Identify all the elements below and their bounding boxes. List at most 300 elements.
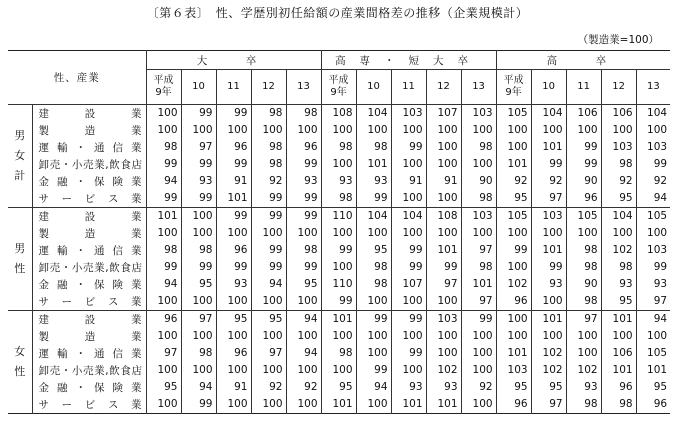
year-header: 平成 9年 bbox=[496, 70, 531, 105]
value-cell: 104 bbox=[391, 208, 426, 226]
value-cell: 92 bbox=[496, 173, 531, 190]
value-cell: 92 bbox=[531, 173, 566, 190]
value-cell: 100 bbox=[531, 122, 566, 139]
value-cell: 102 bbox=[496, 276, 531, 293]
value-cell: 95 bbox=[321, 379, 356, 396]
section-label-char: 女 bbox=[14, 149, 26, 162]
value-cell: 95 bbox=[496, 379, 531, 396]
table-row bbox=[8, 242, 670, 259]
value-cell: 99 bbox=[286, 190, 321, 208]
industry-label: 卸売・小売業,飲食店 bbox=[32, 259, 146, 276]
value-cell: 94 bbox=[653, 192, 668, 204]
value-cell: 99 bbox=[496, 242, 531, 259]
industry-label: 運輸・通信業 bbox=[32, 242, 146, 259]
value-cell: 100 bbox=[146, 293, 181, 311]
value-cell: 100 bbox=[356, 293, 391, 311]
value-cell: 104 bbox=[601, 208, 636, 226]
value-cell: 100 bbox=[251, 362, 286, 379]
value-cell: 99 bbox=[216, 105, 251, 123]
value-cell: 98 bbox=[566, 242, 601, 259]
value-cell: 100 bbox=[286, 225, 321, 242]
value-cell: 99 bbox=[653, 158, 668, 170]
value-cell: 101 bbox=[531, 311, 566, 329]
value-cell: 90 bbox=[461, 173, 496, 190]
value-cell: 105 bbox=[496, 208, 531, 226]
value-cell: 99 bbox=[391, 139, 426, 156]
value-cell: 102 bbox=[601, 242, 636, 259]
value-cell: 96 bbox=[566, 190, 601, 208]
value-cell: 100 bbox=[181, 122, 216, 139]
value-cell: 98 bbox=[461, 190, 496, 208]
value-cell: 99 bbox=[146, 156, 181, 173]
industry-label: 金融・保険業 bbox=[32, 173, 146, 190]
value-cell: 94 bbox=[286, 345, 321, 362]
value-cell: 101 bbox=[426, 396, 461, 414]
value-cell: 99 bbox=[321, 293, 356, 311]
value-cell: 96 bbox=[601, 379, 636, 396]
value-cell: 99 bbox=[391, 242, 426, 259]
value-cell: 97 bbox=[461, 293, 496, 311]
value-cell: 103 bbox=[531, 208, 566, 226]
value-cell: 98 bbox=[461, 259, 496, 276]
wage-differential-table bbox=[8, 50, 670, 414]
value-cell: 100 bbox=[321, 225, 356, 242]
year-header: 10 bbox=[356, 70, 391, 105]
value-cell: 100 bbox=[601, 122, 636, 139]
value-cell: 99 bbox=[286, 156, 321, 173]
value-cell: 99 bbox=[251, 190, 286, 208]
value-cell: 100 bbox=[321, 362, 356, 379]
industry-label: 卸売・小売業,飲食店 bbox=[32, 156, 146, 173]
value-cell: 99 bbox=[286, 259, 321, 276]
value-cell: 99 bbox=[146, 259, 181, 276]
value-cell: 99 bbox=[356, 362, 391, 379]
value-cell: 97 bbox=[566, 311, 601, 329]
value-cell: 101 bbox=[321, 311, 356, 329]
value-cell: 100 bbox=[391, 328, 426, 345]
value-cell: 92 bbox=[251, 379, 286, 396]
value-cell: 103 bbox=[496, 362, 531, 379]
value-cell: 100 bbox=[321, 259, 356, 276]
value-cell: 96 bbox=[496, 396, 531, 414]
table-row bbox=[8, 173, 670, 190]
value-cell: 99 bbox=[461, 311, 496, 329]
value-cell: 95 bbox=[216, 311, 251, 329]
year-header: 10 bbox=[181, 70, 216, 105]
value-cell: 95 bbox=[601, 293, 636, 311]
value-cell: 107 bbox=[426, 105, 461, 123]
value-cell: 100 bbox=[426, 345, 461, 362]
value-cell: 98 bbox=[356, 276, 391, 293]
value-cell: 98 bbox=[321, 139, 356, 156]
value-cell: 97 bbox=[146, 345, 181, 362]
table-row bbox=[8, 190, 670, 208]
value-cell: 101 bbox=[356, 156, 391, 173]
value-cell: 99 bbox=[391, 259, 426, 276]
table-row bbox=[8, 122, 670, 139]
value-cell: 100 bbox=[531, 225, 566, 242]
value-cell: 100 bbox=[461, 156, 496, 173]
value-cell: 97 bbox=[426, 276, 461, 293]
value-cell: 93 bbox=[601, 276, 636, 293]
year-header: 11 bbox=[216, 70, 251, 105]
value-cell: 100 bbox=[531, 293, 566, 311]
value-cell: 103 bbox=[391, 105, 426, 123]
value-cell: 95 bbox=[601, 190, 636, 208]
value-cell: 100 bbox=[216, 293, 251, 311]
value-cell: 99 bbox=[531, 156, 566, 173]
value-cell: 96 bbox=[216, 242, 251, 259]
value-cell: 96 bbox=[286, 139, 321, 156]
value-cell: 101 bbox=[391, 396, 426, 414]
section-label-char: 計 bbox=[14, 169, 26, 182]
value-cell: 99 bbox=[356, 190, 391, 208]
value-cell: 96 bbox=[216, 345, 251, 362]
value-cell: 100 bbox=[181, 225, 216, 242]
value-cell: 100 bbox=[391, 156, 426, 173]
value-cell: 100 bbox=[251, 293, 286, 311]
value-cell: 97 bbox=[531, 396, 566, 414]
value-cell: 92 bbox=[251, 173, 286, 190]
section-label-char: 性 bbox=[14, 365, 26, 378]
table-title: 〔第６表〕 性、学歴別初任給額の産業間格差の推移（企業規模計） bbox=[146, 6, 529, 20]
value-cell: 100 bbox=[566, 225, 601, 242]
value-cell: 93 bbox=[391, 379, 426, 396]
value-cell: 96 bbox=[216, 139, 251, 156]
value-cell: 100 bbox=[461, 396, 496, 414]
industry-label: 建 設 業 bbox=[32, 311, 146, 329]
value-cell: 100 bbox=[251, 225, 286, 242]
value-cell: 110 bbox=[321, 208, 356, 226]
industry-label: サービス業 bbox=[32, 190, 146, 208]
section-label bbox=[8, 105, 32, 208]
value-cell: 100 bbox=[321, 122, 356, 139]
table-row bbox=[8, 259, 670, 276]
value-cell: 94 bbox=[286, 311, 321, 329]
value-cell: 104 bbox=[531, 105, 566, 123]
value-cell: 92 bbox=[653, 175, 668, 187]
value-cell: 100 bbox=[496, 311, 531, 329]
value-cell: 100 bbox=[647, 124, 668, 136]
value-cell: 100 bbox=[391, 225, 426, 242]
value-cell: 100 bbox=[566, 122, 601, 139]
value-cell: 98 bbox=[181, 242, 216, 259]
value-cell: 108 bbox=[426, 208, 461, 226]
value-cell: 99 bbox=[146, 190, 181, 208]
value-cell: 103 bbox=[461, 105, 496, 123]
value-cell: 95 bbox=[251, 311, 286, 329]
value-cell: 96 bbox=[653, 398, 668, 410]
value-cell: 100 bbox=[426, 122, 461, 139]
value-cell: 100 bbox=[426, 328, 461, 345]
value-cell: 98 bbox=[356, 259, 391, 276]
value-cell: 101 bbox=[496, 345, 531, 362]
value-cell: 90 bbox=[566, 173, 601, 190]
industry-label: 金融・保険業 bbox=[32, 379, 146, 396]
industry-label: サービス業 bbox=[32, 396, 146, 414]
section-label-char: 性 bbox=[14, 262, 26, 275]
value-cell: 100 bbox=[251, 396, 286, 414]
value-cell: 105 bbox=[636, 208, 670, 226]
value-cell: 101 bbox=[531, 242, 566, 259]
value-cell: 100 bbox=[321, 156, 356, 173]
value-cell: 99 bbox=[426, 259, 461, 276]
group-header-university: 大 卒 bbox=[146, 51, 321, 70]
value-cell: 98 bbox=[461, 139, 496, 156]
value-cell: 98 bbox=[251, 139, 286, 156]
year-header: 12 bbox=[601, 70, 636, 105]
value-cell: 100 bbox=[146, 225, 181, 242]
value-cell: 93 bbox=[286, 173, 321, 190]
value-cell: 95 bbox=[653, 381, 668, 393]
value-cell: 94 bbox=[636, 311, 670, 329]
value-cell: 100 bbox=[356, 396, 391, 414]
value-cell: 98 bbox=[181, 345, 216, 362]
value-cell: 97 bbox=[181, 139, 216, 156]
value-cell: 100 bbox=[286, 293, 321, 311]
value-cell: 100 bbox=[216, 328, 251, 345]
value-cell: 100 bbox=[391, 122, 426, 139]
value-cell: 100 bbox=[181, 208, 216, 226]
value-cell: 92 bbox=[601, 173, 636, 190]
value-cell: 94 bbox=[146, 173, 181, 190]
value-cell: 97 bbox=[181, 311, 216, 329]
value-cell: 95 bbox=[146, 379, 181, 396]
value-cell: 106 bbox=[601, 345, 636, 362]
industry-label: 運輸・通信業 bbox=[32, 139, 146, 156]
value-cell: 100 bbox=[566, 345, 601, 362]
value-cell: 101 bbox=[531, 139, 566, 156]
value-cell: 100 bbox=[356, 345, 391, 362]
value-cell: 98 bbox=[566, 293, 601, 311]
value-cell: 100 bbox=[251, 122, 286, 139]
value-cell: 100 bbox=[181, 328, 216, 345]
section-label-char: 男 bbox=[14, 242, 26, 255]
value-cell: 98 bbox=[601, 259, 636, 276]
value-cell: 100 bbox=[286, 396, 321, 414]
table-row bbox=[8, 311, 670, 329]
value-cell: 99 bbox=[391, 311, 426, 329]
value-cell: 100 bbox=[391, 293, 426, 311]
value-cell: 97 bbox=[531, 190, 566, 208]
value-cell: 97 bbox=[251, 345, 286, 362]
value-cell: 98 bbox=[321, 345, 356, 362]
value-cell: 99 bbox=[181, 259, 216, 276]
value-cell: 95 bbox=[531, 379, 566, 396]
value-cell: 93 bbox=[426, 379, 461, 396]
value-cell: 99 bbox=[181, 156, 216, 173]
section-label-char: 男 bbox=[14, 129, 26, 142]
value-cell: 94 bbox=[251, 276, 286, 293]
value-cell: 99 bbox=[251, 208, 286, 226]
value-cell: 99 bbox=[566, 156, 601, 173]
value-cell: 98 bbox=[356, 139, 391, 156]
value-cell: 104 bbox=[356, 208, 391, 226]
value-cell: 106 bbox=[601, 105, 636, 123]
value-cell: 100 bbox=[647, 330, 668, 342]
corner-header: 性、産業 bbox=[8, 51, 146, 105]
group-header-junior-college: 高専・短大卒 bbox=[321, 51, 496, 70]
value-cell: 93 bbox=[321, 173, 356, 190]
year-header: 13 bbox=[461, 70, 496, 105]
year-header: 平成 9年 bbox=[321, 70, 356, 105]
value-cell: 100 bbox=[181, 293, 216, 311]
value-cell: 100 bbox=[251, 328, 286, 345]
value-cell: 98 bbox=[286, 242, 321, 259]
value-cell: 103 bbox=[426, 311, 461, 329]
value-cell: 94 bbox=[356, 379, 391, 396]
industry-label: 製 造 業 bbox=[32, 225, 146, 242]
value-cell: 100 bbox=[426, 190, 461, 208]
value-cell: 93 bbox=[181, 173, 216, 190]
section-label bbox=[8, 311, 32, 414]
value-cell: 98 bbox=[146, 242, 181, 259]
value-cell: 91 bbox=[391, 173, 426, 190]
value-cell: 100 bbox=[496, 139, 531, 156]
value-cell: 104 bbox=[647, 107, 668, 119]
value-cell: 101 bbox=[647, 364, 668, 376]
value-cell: 110 bbox=[321, 276, 356, 293]
value-cell: 100 bbox=[146, 105, 181, 123]
value-cell: 98 bbox=[321, 190, 356, 208]
value-cell: 100 bbox=[391, 190, 426, 208]
value-cell: 97 bbox=[461, 242, 496, 259]
value-cell: 105 bbox=[647, 347, 668, 359]
value-cell: 104 bbox=[356, 105, 391, 123]
value-cell: 99 bbox=[566, 139, 601, 156]
year-header: 12 bbox=[251, 70, 286, 105]
value-cell: 93 bbox=[531, 276, 566, 293]
value-cell: 99 bbox=[216, 156, 251, 173]
value-cell: 100 bbox=[461, 362, 496, 379]
value-cell: 95 bbox=[286, 276, 321, 293]
value-cell: 99 bbox=[181, 105, 216, 123]
value-cell: 100 bbox=[146, 328, 181, 345]
value-cell: 100 bbox=[647, 227, 668, 239]
value-cell: 91 bbox=[216, 173, 251, 190]
value-cell: 100 bbox=[461, 345, 496, 362]
value-cell: 102 bbox=[531, 362, 566, 379]
value-cell: 107 bbox=[391, 276, 426, 293]
value-cell: 100 bbox=[496, 259, 531, 276]
value-cell: 101 bbox=[461, 276, 496, 293]
table-row bbox=[8, 139, 670, 156]
value-cell: 98 bbox=[251, 156, 286, 173]
value-cell: 98 bbox=[601, 156, 636, 173]
value-cell: 99 bbox=[181, 396, 216, 414]
value-cell: 99 bbox=[251, 242, 286, 259]
value-cell: 101 bbox=[601, 362, 636, 379]
value-cell: 100 bbox=[356, 122, 391, 139]
value-cell: 90 bbox=[566, 276, 601, 293]
value-cell: 98 bbox=[146, 139, 181, 156]
value-cell: 100 bbox=[496, 122, 531, 139]
value-cell: 95 bbox=[496, 190, 531, 208]
value-cell: 91 bbox=[426, 173, 461, 190]
value-cell: 102 bbox=[566, 362, 601, 379]
industry-label: 製 造 業 bbox=[32, 122, 146, 139]
value-cell: 94 bbox=[146, 276, 181, 293]
value-cell: 103 bbox=[647, 141, 668, 153]
table-row bbox=[8, 362, 670, 379]
value-cell: 105 bbox=[566, 208, 601, 226]
year-header: 10 bbox=[531, 70, 566, 105]
industry-label: 建 設 業 bbox=[32, 208, 146, 226]
value-cell: 100 bbox=[426, 139, 461, 156]
value-cell: 99 bbox=[181, 190, 216, 208]
value-cell: 93 bbox=[653, 278, 668, 290]
value-cell: 99 bbox=[216, 208, 251, 226]
value-cell: 99 bbox=[216, 259, 251, 276]
industry-label: 金融・保険業 bbox=[32, 276, 146, 293]
value-cell: 100 bbox=[461, 122, 496, 139]
industry-label: 運輸・通信業 bbox=[32, 345, 146, 362]
value-cell: 101 bbox=[426, 242, 461, 259]
value-cell: 100 bbox=[286, 122, 321, 139]
value-cell: 100 bbox=[321, 328, 356, 345]
value-cell: 100 bbox=[216, 396, 251, 414]
value-cell: 99 bbox=[391, 345, 426, 362]
value-cell: 99 bbox=[531, 259, 566, 276]
table-row bbox=[8, 396, 670, 414]
value-cell: 98 bbox=[566, 259, 601, 276]
value-cell: 98 bbox=[566, 396, 601, 414]
value-cell: 92 bbox=[286, 379, 321, 396]
value-cell: 103 bbox=[601, 139, 636, 156]
value-cell: 96 bbox=[496, 293, 531, 311]
table-row bbox=[8, 156, 670, 173]
value-cell: 94 bbox=[181, 379, 216, 396]
year-header: 12 bbox=[426, 70, 461, 105]
industry-label: 製 造 業 bbox=[32, 328, 146, 345]
value-cell: 100 bbox=[426, 156, 461, 173]
section-label bbox=[8, 208, 32, 311]
value-cell: 99 bbox=[321, 242, 356, 259]
value-cell: 98 bbox=[251, 105, 286, 123]
table-row bbox=[8, 105, 670, 123]
group-header-high-school: 高 卒 bbox=[496, 51, 670, 70]
value-cell: 100 bbox=[601, 328, 636, 345]
value-cell: 93 bbox=[566, 379, 601, 396]
year-header: 13 bbox=[636, 70, 670, 105]
industry-label: 建 設 業 bbox=[32, 105, 146, 123]
value-cell: 100 bbox=[391, 362, 426, 379]
table-row bbox=[8, 293, 670, 311]
value-cell: 91 bbox=[216, 379, 251, 396]
value-cell: 98 bbox=[601, 396, 636, 414]
value-cell: 100 bbox=[146, 122, 181, 139]
value-cell: 100 bbox=[216, 225, 251, 242]
table-row bbox=[8, 345, 670, 362]
section-label-char: 女 bbox=[14, 345, 26, 358]
value-cell: 100 bbox=[496, 225, 531, 242]
value-cell: 100 bbox=[286, 328, 321, 345]
value-cell: 100 bbox=[531, 328, 566, 345]
value-cell: 100 bbox=[181, 362, 216, 379]
value-cell: 92 bbox=[461, 379, 496, 396]
value-cell: 101 bbox=[321, 396, 356, 414]
value-cell: 100 bbox=[426, 293, 461, 311]
value-cell: 102 bbox=[531, 345, 566, 362]
value-cell: 93 bbox=[356, 173, 391, 190]
value-cell: 105 bbox=[496, 105, 531, 123]
value-cell: 100 bbox=[601, 225, 636, 242]
value-cell: 100 bbox=[146, 362, 181, 379]
year-header: 13 bbox=[286, 70, 321, 105]
value-cell: 100 bbox=[216, 362, 251, 379]
value-cell: 95 bbox=[181, 276, 216, 293]
value-cell: 99 bbox=[251, 259, 286, 276]
